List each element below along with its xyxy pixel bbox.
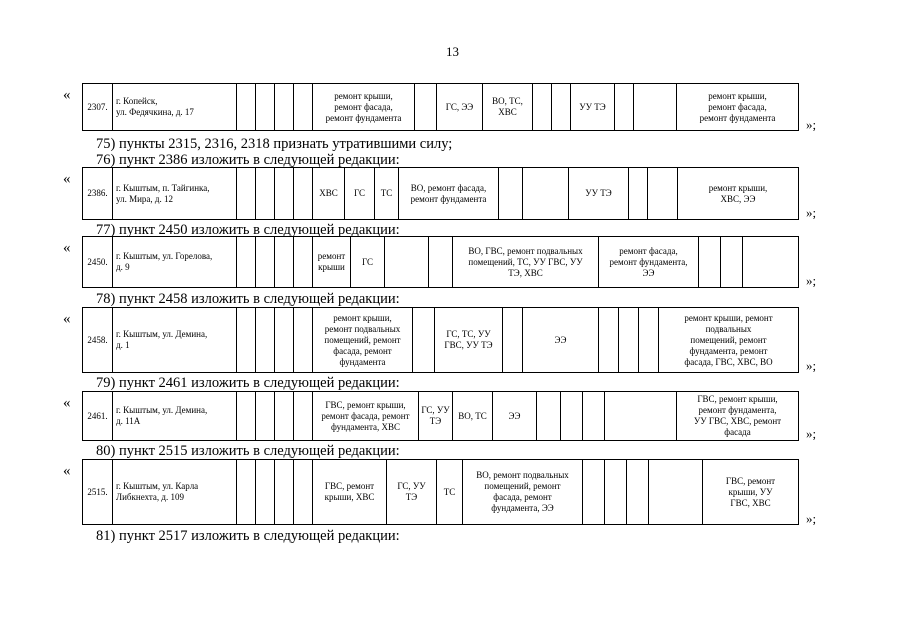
cell: ГС [345, 168, 375, 220]
cell: ремонт крыши, ремонт фасада, ремонт фундамента [313, 84, 415, 131]
address-cell: г. Кыштым, п. Тайгинка, ул. Мира, д. 12 [113, 168, 237, 220]
cell: ХВС [313, 168, 345, 220]
cell: ВО, ремонт фасада, ремонт фундамента [399, 168, 499, 220]
cell: ремонт крыши, ремонт подвальных помещений, ремонт фундамента, ремонт фасада, ГВС, ХВС, ВО [659, 308, 799, 373]
cell [605, 392, 677, 441]
cell [294, 168, 313, 220]
cell [413, 308, 435, 373]
cell [237, 460, 256, 525]
cell [627, 460, 649, 525]
cell: ремонт крыши [313, 237, 351, 288]
address-cell: г. Кыштым, ул. Демина, д. 1 [113, 308, 237, 373]
address-cell: г. Копейск, ул. Федячкина, д. 17 [113, 84, 237, 131]
cell: ТС [437, 460, 463, 525]
cell: ГВС, ремонт крыши, ремонт фундамента, УУ ГВС, ХВС, ремонт фасада [677, 392, 799, 441]
cell [256, 460, 275, 525]
row-number: 2515. [83, 460, 113, 525]
table-row [82, 167, 799, 220]
cell [615, 84, 634, 131]
cell [256, 308, 275, 373]
cell: ГС, ЭЭ [437, 84, 483, 131]
cell: ТС [375, 168, 399, 220]
cell: ЭЭ [523, 308, 599, 373]
address-cell: г. Кыштым, ул. Демина, д. 11А [113, 392, 237, 441]
cell [256, 84, 275, 131]
address-cell: г. Кыштым, ул. Карла Либкнехта, д. 109 [113, 460, 237, 525]
close-quote: »; [806, 511, 817, 526]
paragraph: 81) пункт 2517 изложить в следующей редакции: [96, 528, 400, 544]
cell [294, 460, 313, 525]
cell: ГВС, ремонт крыши, ремонт фасада, ремонт фундамента, ХВС [313, 392, 419, 441]
paragraph: 77) пункт 2450 изложить в следующей редакции: [96, 222, 400, 238]
cell: ремонт фасада, ремонт фундамента, ЭЭ [599, 237, 699, 288]
cell [619, 308, 639, 373]
cell [583, 392, 605, 441]
table-row [82, 459, 799, 525]
row-number: 2461. [83, 392, 113, 441]
cell: ремонт крыши, ремонт фасада, ремонт фундамента [677, 84, 799, 131]
paragraph: 80) пункт 2515 изложить в следующей редакции: [96, 443, 400, 459]
close-quote: »; [806, 358, 817, 373]
cell [605, 460, 627, 525]
cell: ВО, ТС [453, 392, 493, 441]
paragraph: 75) пункты 2315, 2316, 2318 признать утратившими силу; [96, 136, 453, 152]
cell [294, 308, 313, 373]
cell [294, 84, 313, 131]
cell: ВО, ремонт подвальных помещений, ремонт фасада, ремонт фундамента, ЭЭ [463, 460, 583, 525]
cell: ГС, ТС, УУ ГВС, УУ ТЭ [435, 308, 503, 373]
cell [275, 308, 294, 373]
table-row [82, 307, 799, 373]
cell [237, 168, 256, 220]
close-quote: »; [806, 426, 817, 441]
row-number: 2386. [83, 168, 113, 220]
cell [639, 308, 659, 373]
cell: ГС [351, 237, 385, 288]
cell [294, 237, 313, 288]
cell [256, 168, 275, 220]
cell [743, 237, 799, 288]
cell [699, 237, 721, 288]
row-number: 2450. [83, 237, 113, 288]
cell [533, 84, 552, 131]
cell: ГВС, ремонт крыши, ХВС [313, 460, 387, 525]
cell [634, 84, 677, 131]
cell [256, 237, 275, 288]
cell [523, 168, 569, 220]
cell [583, 460, 605, 525]
table-row [82, 391, 799, 441]
cell [721, 237, 743, 288]
address-cell: г. Кыштым, ул. Горелова, д. 9 [113, 237, 237, 288]
open-quote: « [63, 395, 71, 411]
cell [237, 84, 256, 131]
cell [429, 237, 453, 288]
cell: ВО, ГВС, ремонт подвальных помещений, ТС, УУ ГВС, УУ ТЭ, ХВС [453, 237, 599, 288]
page-number: 13 [446, 44, 459, 59]
cell [237, 237, 256, 288]
row-number: 2458. [83, 308, 113, 373]
cell [561, 392, 583, 441]
close-quote: »; [806, 273, 817, 288]
open-quote: « [63, 240, 71, 256]
cell [275, 460, 294, 525]
paragraph: 78) пункт 2458 изложить в следующей редакции: [96, 291, 400, 307]
open-quote: « [63, 171, 71, 187]
cell [275, 168, 294, 220]
cell [552, 84, 571, 131]
table-row [82, 83, 799, 131]
open-quote: « [63, 87, 71, 103]
table-row [82, 236, 799, 288]
cell [275, 84, 294, 131]
cell [294, 392, 313, 441]
cell [537, 392, 561, 441]
paragraph: 79) пункт 2461 изложить в следующей редакции: [96, 375, 400, 391]
cell: ГС, УУ ТЭ [387, 460, 437, 525]
cell: ВО, ТС, ХВС [483, 84, 533, 131]
cell [415, 84, 437, 131]
cell [599, 308, 619, 373]
cell [629, 168, 648, 220]
cell: ремонт крыши, ХВС, ЭЭ [678, 168, 799, 220]
cell: ГС, УУ ТЭ [419, 392, 453, 441]
cell [648, 168, 678, 220]
close-quote: »; [806, 205, 817, 220]
cell: УУ ТЭ [569, 168, 629, 220]
cell: ремонт крыши, ремонт подвальных помещений, ремонт фасада, ремонт фундамента [313, 308, 413, 373]
cell [499, 168, 523, 220]
cell [256, 392, 275, 441]
cell: УУ ТЭ [571, 84, 615, 131]
paragraph: 76) пункт 2386 изложить в следующей редакции: [96, 152, 400, 168]
close-quote: »; [806, 117, 817, 132]
cell [237, 392, 256, 441]
cell [275, 392, 294, 441]
cell [503, 308, 523, 373]
row-number: 2307. [83, 84, 113, 131]
cell [275, 237, 294, 288]
cell: ЭЭ [493, 392, 537, 441]
open-quote: « [63, 463, 71, 479]
cell [385, 237, 429, 288]
cell [649, 460, 703, 525]
cell: ГВС, ремонт крыши, УУ ГВС, ХВС [703, 460, 799, 525]
open-quote: « [63, 311, 71, 327]
cell [237, 308, 256, 373]
